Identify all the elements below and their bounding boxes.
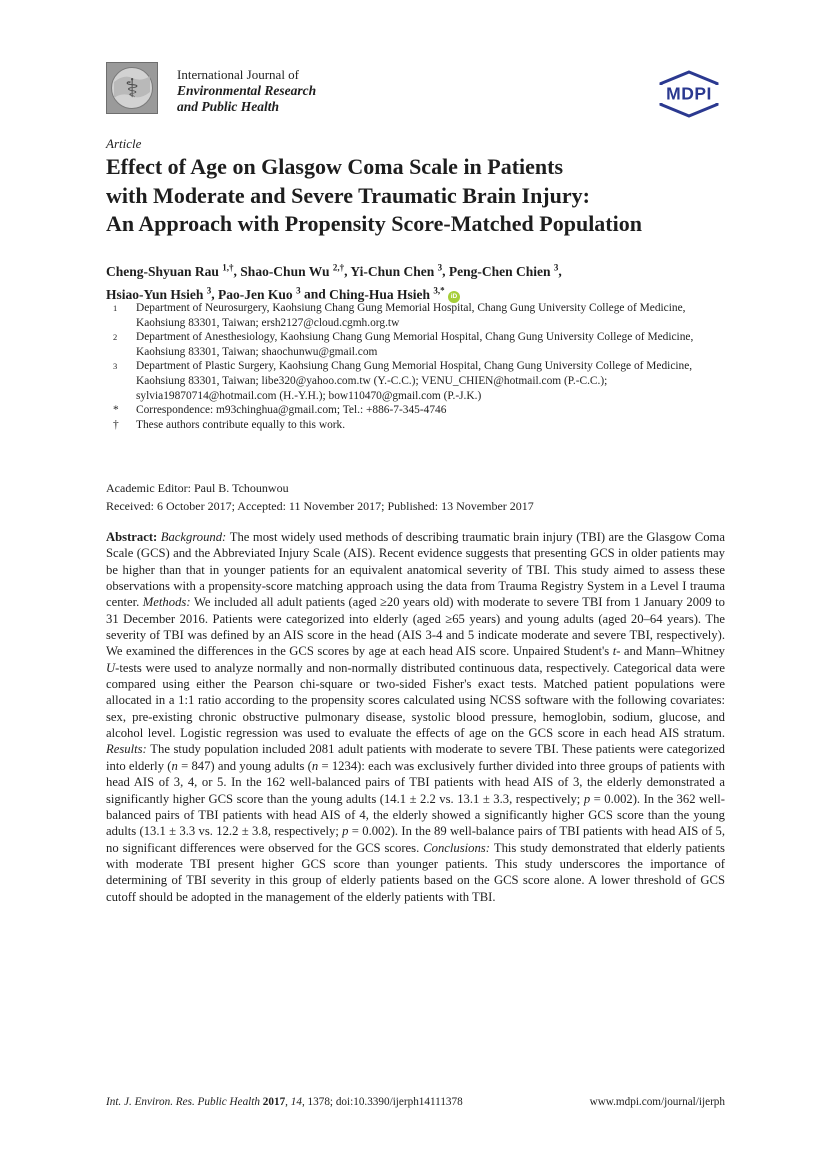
article-title-line3: An Approach with Propensity Score-Matched Population	[106, 211, 642, 236]
caduceus-icon: ⚕	[124, 74, 140, 103]
affiliation-marker: 1	[113, 303, 118, 313]
author-name: Shao-Chun Wu $^{2,\dagger}$	[240, 262, 345, 279]
author-name: Pao-Jen Kuo $^3$	[218, 285, 301, 302]
affiliation-text: Department of Neurosurgery, Kaohsiung Chang Gung Memorial Hospital, Chang Gung University College of Medicine, Kaohsiung 83301, Taiwan; ersh2127@cloud.cgmh.org.tw	[136, 302, 686, 329]
author-name: Yi-Chun Chen $^3$	[350, 262, 443, 279]
article-type-label: Article	[106, 136, 142, 151]
article-title	[106, 153, 728, 239]
dates-line: Received: 6 October 2017; Accepted: 11 November 2017; Published: 13 November 2017	[106, 498, 534, 513]
orcid-icon[interactable]: iD	[448, 291, 460, 303]
affiliation-text: Department of Anesthesiology, Kaohsiung Chang Gung Memorial Hospital, Chang Gung University College of Medicine, Kaohsiung 83301, Taiwan; shaochunwu@gmail.com	[136, 331, 694, 358]
affiliation-item	[106, 359, 725, 403]
journal-name-line2: Environmental Research	[177, 83, 317, 98]
affiliation-text: These authors contribute equally to this work.	[136, 418, 346, 431]
academic-editor-line: Academic Editor: Paul B. Tchounwou	[106, 481, 289, 495]
journal-name	[177, 67, 316, 114]
affiliation-text: Department of Plastic Surgery, Kaohsiung Chang Gung Memorial Hospital, Chang Gung University College of Medicine, Kaohsiung 83301, Taiwan; libe320@yahoo.com.tw (Y.-C.C.); VENU_CHIEN@hotmail.com (P.-C.C.); sylvia19870714@hotmail.com (H.-Y.H.); bow110470@gmail.com (P.-J.K.)	[136, 360, 693, 402]
journal-url[interactable]: www.mdpi.com/journal/ijerph	[589, 1096, 725, 1108]
author-name: Peng-Chen Chien $^3$	[448, 262, 559, 279]
journal-name-line1: International Journal of	[177, 67, 300, 82]
affiliation-list	[106, 301, 725, 432]
journal-logo	[106, 62, 158, 114]
author-name: Hsiao-Yun Hsieh $^3$	[106, 285, 212, 302]
affiliation-marker: 2	[113, 332, 118, 343]
abstract-paragraph: Abstract: Background: The most widely used methods of describing traumatic brain injury (TBI) are the Glasgow Coma Scale (GCS) and the Abbreviated Injury Scale (AIS). Recent evidence suggests that presenting GCS in older patients may be higher than that in younger patients for an equivalent anatomical severity of TBI. This study aimed to assess these observations with a propensity-score matching approach using the data from Trauma Registry System in a Level I trauma center. Methods: We included all adult patients (aged ≥20 years old) with moderate to severe TBI from 1 January 2009 to 31 December 2016. Patients were categorized into elderly (aged ≥65 years) and young adults (aged 20–64 years). The severity of TBI was defined by an AIS score in the head (AIS 3-4 and 5 indicate moderate and severe TBI, respectively). We examined the differences in the GCS scores by age at each head AIS score. Unpaired Student's t- and Mann–Whitney U-tests were used to analyze normally and non-normally distributed continuous data, respectively. Categorical data were compared using either the Pearson chi-square or two-sided Fisher's exact tests. Matched patient populations were allocated in a 1:1 ratio according to the propensity scores calculated using NCSS software with the following covariates: sex, pre-existing chronic obstructive pulmonary disease, systolic blood pressure, hemoglobin, sodium, glucose, and alcohol level. Logistic regression was used to evaluate the effects of age on the GCS score in each head AIS stratum. Results: The study population included 2081 adult patients with moderate to severe TBI. These patients were categorized into elderly (n = 847) and young adults (n = 1234): each was exclusively further divided into three groups of patients with head AIS of 3, 4, or 5. In the 162 well-balanced pairs of TBI patients with head AIS of 3, the elderly demonstrated a significantly higher GCS score than the young adults (14.1 ± 2.2 vs. 13.1 ± 3.3, respectively; p = 0.002). In the 362 well-balanced pairs of TBI patients with head AIS of 4, the elderly showed a significantly higher GCS score than the young adults (13.1 ± 3.3 vs. 12.2 ± 3.8, respectively; p = 0.002). In the 89 well-balance pairs of TBI patients with head AIS of 5, no significant differences were observed for the GCS scores. Conclusions: This study demonstrated that elderly patients with moderate TBI present higher GCS score than younger patients. This study underscores the importance of determining of TBI severity in this group of elderly patients based on the GCS score alone. A lower threshold of GCS cutoff should be adopted in the management of the elderly patients with TBI.	[106, 530, 726, 904]
affiliation-text: Correspondence: m93chinghua@gmail.com; Tel.: +886-7-345-4746	[136, 404, 447, 417]
affiliation-marker: *	[113, 404, 119, 417]
journal-name-line3: and Public Health	[177, 98, 280, 114]
editor-block	[106, 480, 534, 515]
affiliation-item	[106, 330, 725, 359]
affiliation-item	[106, 418, 725, 433]
mdpi-wordmark: MDPI	[666, 83, 712, 104]
author-name: Ching-Hua Hsieh $^{3,*}$	[329, 285, 445, 302]
affiliation-marker: †	[113, 418, 119, 431]
author-list: Cheng-Shyuan Rau $^{1,\dagger}$, Shao-Chun Wu $^{2,\dagger}$, Yi-Chun Chen $^3$, Peng-Chen Chien $^3$, Hsiao-Yun Hsieh $^3$, Pao-Jen Kuo $^3$ and Ching-Hua Hsieh $^{3,*}$ iD	[106, 262, 562, 302]
article-title-line2: with Moderate and Severe Traumatic Brain Injury:	[106, 182, 590, 208]
author-name: Cheng-Shyuan Rau $^{1,\dagger}$	[106, 262, 234, 279]
article-title-line1: Effect of Age on Glasgow Coma Scale in Patients	[106, 154, 564, 179]
journal-citation: Int. J. Environ. Res. Public Health 2017, 14, 1378; doi:10.3390/ijerph14111378	[106, 1096, 463, 1108]
footer	[106, 1096, 725, 1108]
affiliation-marker: 3	[113, 361, 118, 372]
affiliation-item	[106, 403, 725, 418]
mdpi-logo	[656, 69, 722, 124]
affiliation-item	[106, 301, 725, 330]
